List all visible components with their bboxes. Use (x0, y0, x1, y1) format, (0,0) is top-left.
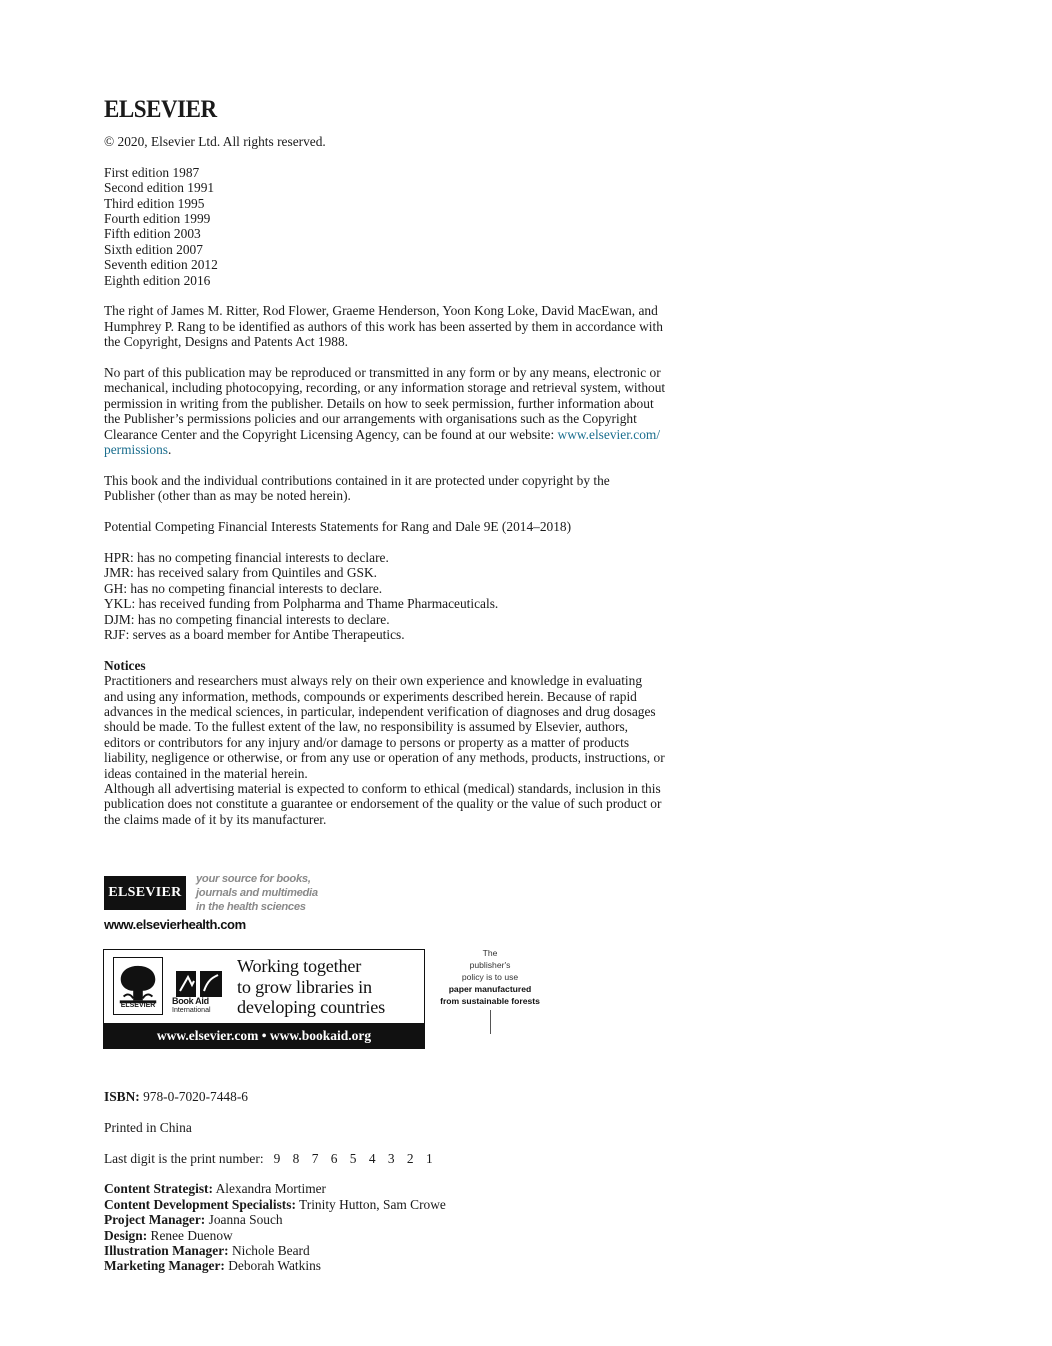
credit-role: Marketing Manager: (104, 1258, 225, 1274)
credit-row (104, 1212, 764, 1227)
bookaid-logo-sub: International (172, 1007, 211, 1014)
notice-line: ideas contained in the material herein. (104, 765, 308, 781)
permissions-link-continued[interactable]: permissions (104, 442, 168, 458)
edition-item: Fourth edition 1999 (104, 211, 211, 227)
isbn-value: 978-0-7020-7448-6 (143, 1089, 248, 1104)
paper-note-line: The (482, 948, 498, 958)
permission-line: mechanical, including photocopying, recording, or any information storage and retrieval system, without (104, 380, 666, 396)
credits-list (104, 1181, 764, 1273)
competing-item: YKL: has received funding from Polpharma and Thame Pharmaceuticals. (104, 596, 499, 612)
permissions-link[interactable]: www.elsevier.com/ (557, 426, 661, 442)
credit-name: Renee Duenow (150, 1227, 233, 1243)
competing-item: GH: has no competing financial interests to declare. (104, 580, 383, 596)
edition-item: Eighth edition 2016 (104, 272, 211, 288)
paper-note-divider (490, 1010, 491, 1034)
edition-item: Seventh edition 2012 (104, 257, 218, 273)
elsevier-wordmark: ELSEVIER (104, 96, 217, 123)
credit-row (104, 1197, 764, 1212)
credit-role: Illustration Manager: (104, 1243, 229, 1259)
notice-line: the claims made of it by its manufacturer. (104, 811, 327, 827)
paper-note-line: publisher's (469, 960, 511, 970)
publication-details (104, 1089, 764, 1274)
protected-line: This book and the individual contributions contained in it are protected under copyright by the (104, 472, 610, 488)
credit-role: Design: (104, 1227, 148, 1243)
permission-line: the Publisher’s permissions policies and our arrangements with organisations such as the Copyright (104, 411, 637, 427)
bookaid-elsevier-label: ELSEVIER (120, 1002, 156, 1009)
competing-item: RJF: serves as a board member for Antibe Therapeutics. (104, 626, 405, 642)
notice-line: Although all advertising material is expected to conform to ethical (medical) standards, inclusion in this (104, 780, 661, 796)
paper-policy-note (440, 947, 540, 1007)
bookaid-logo-label: Book Aid (172, 996, 209, 1006)
competing-title: Potential Competing Financial Interests Statements for Rang and Dale 9E (2014–2018) (104, 519, 572, 535)
credit-name: Trinity Hutton, Sam Crowe (299, 1196, 446, 1212)
paper-note-line: from sustainable forests (440, 996, 540, 1006)
credit-row (104, 1228, 764, 1243)
printed-in: Printed in China (104, 1119, 192, 1135)
credit-name: Joanna Souch (208, 1212, 283, 1228)
credit-row (104, 1181, 764, 1196)
isbn-line (104, 1089, 764, 1104)
credit-role: Project Manager: (104, 1212, 206, 1228)
credit-name: Alexandra Mortimer (215, 1181, 327, 1197)
permission-period: . (167, 442, 172, 458)
notice-line: Practitioners and researchers must always rely on their own experience and knowledge in evaluating (104, 673, 643, 689)
elsevier-health-url[interactable]: www.elsevierhealth.com (104, 917, 246, 932)
edition-item: Third edition 1995 (104, 195, 205, 211)
competing-item: HPR: has no competing financial interests to declare. (104, 549, 389, 565)
competing-item: JMR: has received salary from Quintiles and GSK. (104, 565, 377, 581)
edition-item: Fifth edition 2003 (104, 226, 201, 242)
permission-line (104, 427, 764, 442)
permission-line: permission in writing from the publisher. Details on how to seek permission, further information about (104, 395, 654, 411)
edition-list (104, 165, 764, 288)
print-number-digits: 9 8 7 6 5 4 3 2 1 (273, 1150, 433, 1166)
competing-list (104, 550, 764, 642)
tagline-line: your source for books, (196, 873, 311, 885)
protected-line: Publisher (other than as may be noted herein). (104, 488, 351, 504)
notice-line: editors or contributors for any injury and/or damage to persons or property as a matter of products (104, 734, 630, 750)
permission-paragraph (104, 365, 764, 457)
notice-line: should be made. To the fullest extent of the law, no responsibility is assumed by Elsevier, authors, (104, 719, 629, 735)
slogan-line: to grow libraries in (237, 976, 372, 997)
notice-line: and using any information, methods, compounds or experiments described herein. Because of rapid (104, 688, 637, 704)
copyright-line: © 2020, Elsevier Ltd. All rights reserved. (104, 134, 326, 149)
credit-role: Content Development Specialists: (104, 1196, 296, 1212)
bookaid-footer-urls[interactable]: www.elsevier.com • www.bookaid.org (103, 1023, 425, 1049)
credit-name: Deborah Watkins (228, 1258, 321, 1274)
print-number-label: Last digit is the print number: (104, 1150, 264, 1166)
edition-item: Second edition 1991 (104, 180, 215, 196)
notices-paragraph (104, 673, 764, 827)
rights-paragraph (104, 303, 764, 349)
copyright-page (104, 96, 764, 827)
paper-note-line: policy is to use (461, 972, 519, 982)
permission-line: No part of this publication may be reproduced or transmitted in any form or by any means, electronic or (104, 365, 661, 381)
notice-line: liability, negligence or otherwise, or from any use or operation of any methods, products, instructions, or (104, 750, 665, 766)
edition-item: Sixth edition 2007 (104, 241, 203, 257)
tagline-line: in the health sciences (196, 900, 306, 913)
slogan-line: developing countries (237, 997, 386, 1017)
tagline-line: journals and multimedia (196, 886, 318, 899)
notice-line: publication does not constitute a guarantee or endorsement of the quality or the value of such product or (104, 796, 662, 812)
elsevier-health-logo: ELSEVIER (104, 876, 186, 910)
permission-line (104, 442, 764, 457)
print-number-line (104, 1151, 764, 1166)
competing-item: DJM: has no competing financial interests to declare. (104, 611, 390, 627)
credit-name: Nichole Beard (231, 1243, 310, 1259)
bookaid-slogan (237, 956, 385, 1018)
permission-text: Clearance Center and the Copyright Licensing Agency, can be found at our website: (104, 426, 558, 442)
credit-row (104, 1243, 764, 1258)
edition-item: First edition 1987 (104, 164, 200, 180)
paper-note-line: paper manufactured (448, 984, 532, 994)
rights-line: Humphrey P. Rang to be identified as authors of this work has been asserted by them in accordance with (104, 318, 663, 334)
rights-line: The right of James M. Ritter, Rod Flower, Graeme Henderson, Yoon Kong Loke, David MacEwan, and (104, 303, 658, 319)
elsevier-health-tagline (196, 873, 318, 914)
protected-paragraph (104, 473, 764, 504)
notices-heading: Notices (104, 657, 146, 673)
isbn-label: ISBN: (104, 1089, 140, 1104)
slogan-line: Working together (237, 956, 362, 976)
rights-line: the Copyright, Designs and Patents Act 1988. (104, 334, 348, 350)
credit-role: Content Strategist: (104, 1181, 213, 1197)
notice-line: advances in the medical sciences, in particular, independent verification of diagnoses and drug dosages (104, 703, 656, 719)
credit-row (104, 1258, 764, 1273)
